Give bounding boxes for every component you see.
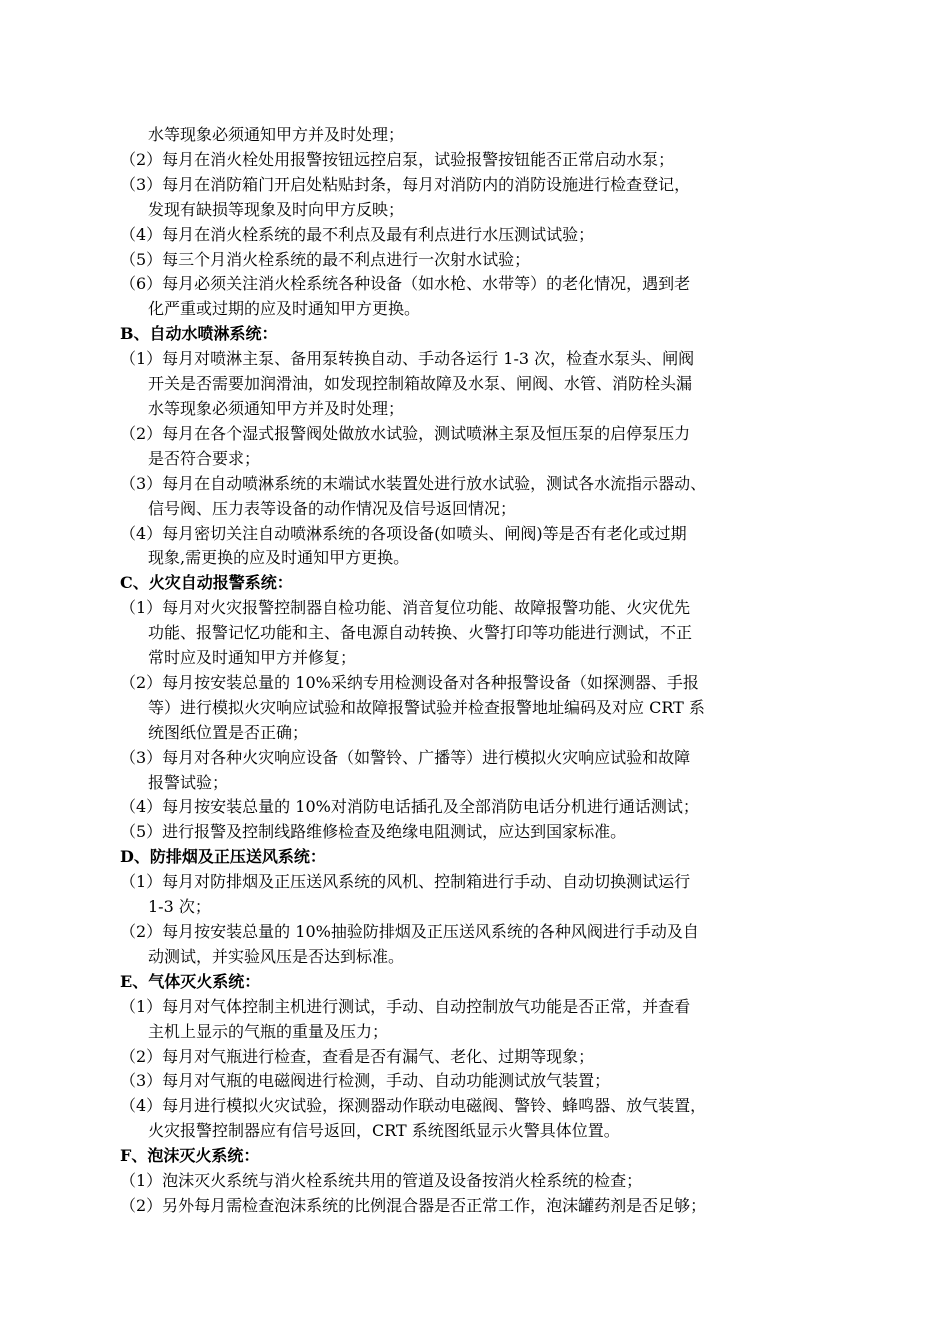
text-line: 现象,需更换的应及时通知甲方更换。 <box>148 548 410 568</box>
text-line: 报警试验； <box>148 772 229 792</box>
text-line: （4）每月密切关注自动喷淋系统的各项设备(如喷头、闸阀)等是否有老化或过期 <box>120 523 687 543</box>
text-line: 统图纸位置是否正确； <box>148 722 309 742</box>
text-line: （2）每月在消火栓处用报警按钮远控启泵，试验报警按钮能否正常启动水泵； <box>120 149 675 169</box>
section-heading: B、自动水喷淋系统： <box>120 324 278 344</box>
section-heading: C、火灾自动报警系统： <box>120 573 293 593</box>
section-block <box>120 1144 820 1219</box>
text-line: （6）每月必须关注消火栓系统各种设备（如水枪、水带等）的老化情况，遇到老 <box>120 274 691 294</box>
text-line: 火灾报警控制器应有信号返回，CRT 系统图纸显示火警具体位置。 <box>148 1121 620 1141</box>
section-block <box>120 571 820 845</box>
text-line: （2）另外每月需检查泡沫系统的比例混合器是否正常工作，泡沫罐药剂是否足够； <box>120 1195 707 1215</box>
section-block <box>120 970 820 1144</box>
text-line: （2）每月对气瓶进行检查，查看是否有漏气、老化、过期等现象； <box>120 1046 595 1066</box>
section-block <box>120 322 820 571</box>
text-line: （1）每月对防排烟及正压送风系统的风机、控制箱进行手动、自动切换测试运行 <box>120 872 691 892</box>
text-line: （1）泡沫灭火系统与消火栓系统共用的管道及设备按消火栓系统的检查； <box>120 1171 643 1191</box>
text-line: 主机上显示的气瓶的重量及压力； <box>148 1021 389 1041</box>
document-body <box>120 123 820 1219</box>
text-line: （1）每月对气体控制主机进行测试，手动、自动控制放气功能是否正常，并查看 <box>120 996 691 1016</box>
section-heading: E、气体灭火系统： <box>120 971 261 991</box>
text-line: 开关是否需要加润滑油，如发现控制箱故障及水泵、闸阀、水管、消防栓头漏 <box>148 374 693 394</box>
text-line: 水等现象必须通知甲方并及时处理； <box>148 398 405 418</box>
text-line: 等）进行模拟火灾响应试验和故障报警试验并检查报警地址编码及对应 CRT 系 <box>148 697 705 717</box>
text-line: （5）每三个月消火栓系统的最不利点进行一次射水试验； <box>120 249 531 269</box>
text-line: （4）每月在消火栓系统的最不利点及最有利点进行水压测试试验； <box>120 224 595 244</box>
intro-block <box>120 123 820 322</box>
text-line: （3）每月在自动喷淋系统的末端试水装置处进行放水试验，测试各水流指示器动、 <box>120 473 707 493</box>
text-line: （1）每月对火灾报警控制器自检功能、消音复位功能、故障报警功能、火灾优先 <box>120 598 691 618</box>
text-line: （2）每月在各个湿式报警阀处做放水试验，测试喷淋主泵及恒压泵的启停泵压力 <box>120 423 691 443</box>
text-line: （3）每月对气瓶的电磁阀进行检测，手动、自动功能测试放气装置； <box>120 1071 611 1091</box>
text-line: 水等现象必须通知甲方并及时处理； <box>148 125 405 144</box>
text-line: （3）每月对各种火灾响应设备（如警铃、广播等）进行模拟火灾响应试验和故障 <box>120 747 691 767</box>
text-line: 1-3 次； <box>148 897 211 917</box>
text-line: 发现有缺损等现象及时向甲方反映； <box>148 199 405 219</box>
text-line: （3）每月在消防箱门开启处粘贴封条，每月对消防内的消防设施进行检查登记， <box>120 174 691 194</box>
text-line: （1）每月对喷淋主泵、备用泵转换自动、手动各运行 1-3 次，检查水泵头、闸阀 <box>120 349 695 369</box>
text-line: （4）每月进行模拟火灾试验，探测器动作联动电磁阀、警铃、蜂鸣器、放气装置， <box>120 1096 707 1116</box>
section-heading: D、防排烟及正压送风系统： <box>120 847 326 867</box>
text-line: （2）每月按安装总量的 10%采纳专用检测设备对各种报警设备（如探测器、手报 <box>120 672 699 692</box>
text-line: 信号阀、压力表等设备的动作情况及信号返回情况； <box>148 498 517 518</box>
sections-container <box>120 322 820 1219</box>
text-line: （5）进行报警及控制线路维修检查及绝缘电阻测试，应达到国家标准。 <box>120 822 627 842</box>
text-line: （4）每月按安装总量的 10%对消防电话插孔及全部消防电话分机进行通话测试； <box>120 797 699 817</box>
section-block <box>120 845 820 970</box>
section-heading: F、泡沫灭火系统： <box>120 1146 260 1166</box>
text-line: 是否符合要求； <box>148 448 261 468</box>
text-line: 动测试，并实验风压是否达到标准。 <box>148 946 405 966</box>
text-line: （2）每月按安装总量的 10%抽验防排烟及正压送风系统的各种风阀进行手动及自 <box>120 922 699 941</box>
text-line: 化严重或过期的应及时通知甲方更换。 <box>148 299 421 319</box>
text-line: 功能、报警记忆功能和主、备电源自动转换、火警打印等功能进行测试，不正 <box>148 623 693 643</box>
text-line: 常时应及时通知甲方并修复； <box>148 648 357 668</box>
